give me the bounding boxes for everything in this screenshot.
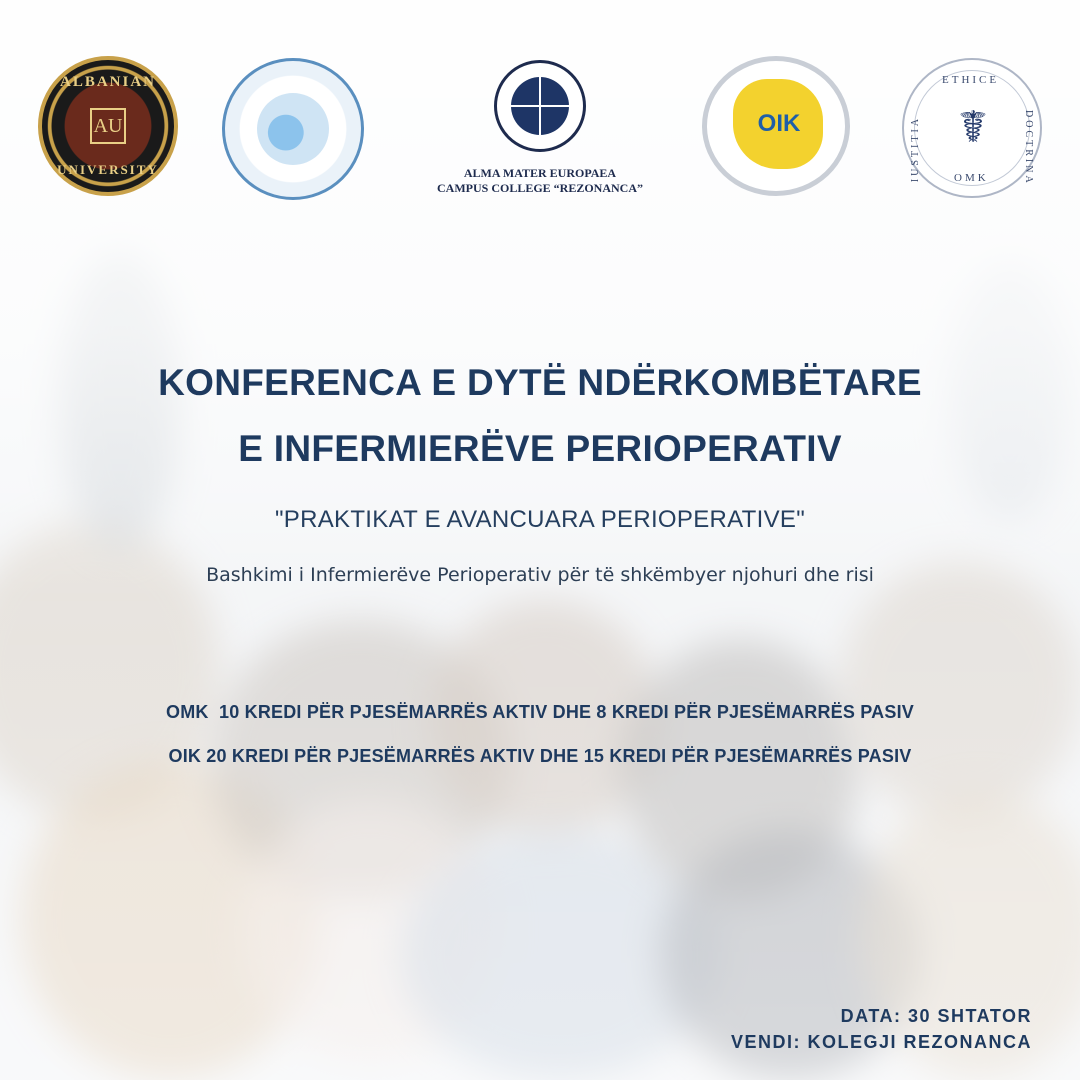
event-venue: VENDI: KOLEGJI REZONANCA xyxy=(730,1032,1032,1052)
surgical-nurses-society-logo xyxy=(222,58,364,200)
logo-monogram: AU xyxy=(90,108,126,144)
oik-logo xyxy=(702,56,850,196)
alma-mater-campus: CAMPUS COLLEGE “REZONANCA” xyxy=(436,181,643,195)
conference-tagline: Bashkimi i Infermierëve Perioperativ për të shkëmbyer njohuri dhe risi xyxy=(206,564,874,586)
conference-subtitle: "PRAKTIKAT E AVANCUARA PERIOPERATIVE" xyxy=(274,506,806,533)
caduceus-icon: ☤ xyxy=(958,103,988,152)
alma-mater-europaea-logo xyxy=(494,60,586,152)
event-date: DATA: 30 SHTATOR xyxy=(840,1006,1032,1026)
albanian-university-logo xyxy=(38,56,178,196)
omk-word-top: ETHICE xyxy=(942,74,1000,86)
conference-title-line-2: E INFERMIERËVE PERIOPERATIV xyxy=(238,428,842,469)
logo-text: UNIVERSITY xyxy=(57,162,159,177)
alma-mater-name: ALMA MATER EUROPAEA xyxy=(463,166,617,180)
omk-word-bottom: OMK xyxy=(954,172,989,184)
fleur-de-lis-icon xyxy=(511,77,569,135)
credits-omk: OMK 10 KREDI PËR PJESËMARRËS AKTIV DHE 8 KREDI PËR PJESËMARRËS PASIV xyxy=(166,702,914,722)
omk-logo xyxy=(902,58,1042,198)
partner-logos xyxy=(0,0,1080,260)
oik-mark: OIK xyxy=(757,110,801,137)
omk-word-left: IUSTITIA xyxy=(910,116,921,183)
hands-icon xyxy=(257,93,329,165)
credits-oik: OIK 20 KREDI PËR PJESËMARRËS AKTIV DHE 15 KREDI PËR PJESËMARRËS PASIV xyxy=(168,746,912,766)
conference-title-line-1: KONFERENCA E DYTË NDËRKOMBËTARE xyxy=(158,362,922,403)
omk-word-right: DOCTRINA xyxy=(1023,110,1034,186)
logo-text: ALBANIAN xyxy=(59,74,156,90)
